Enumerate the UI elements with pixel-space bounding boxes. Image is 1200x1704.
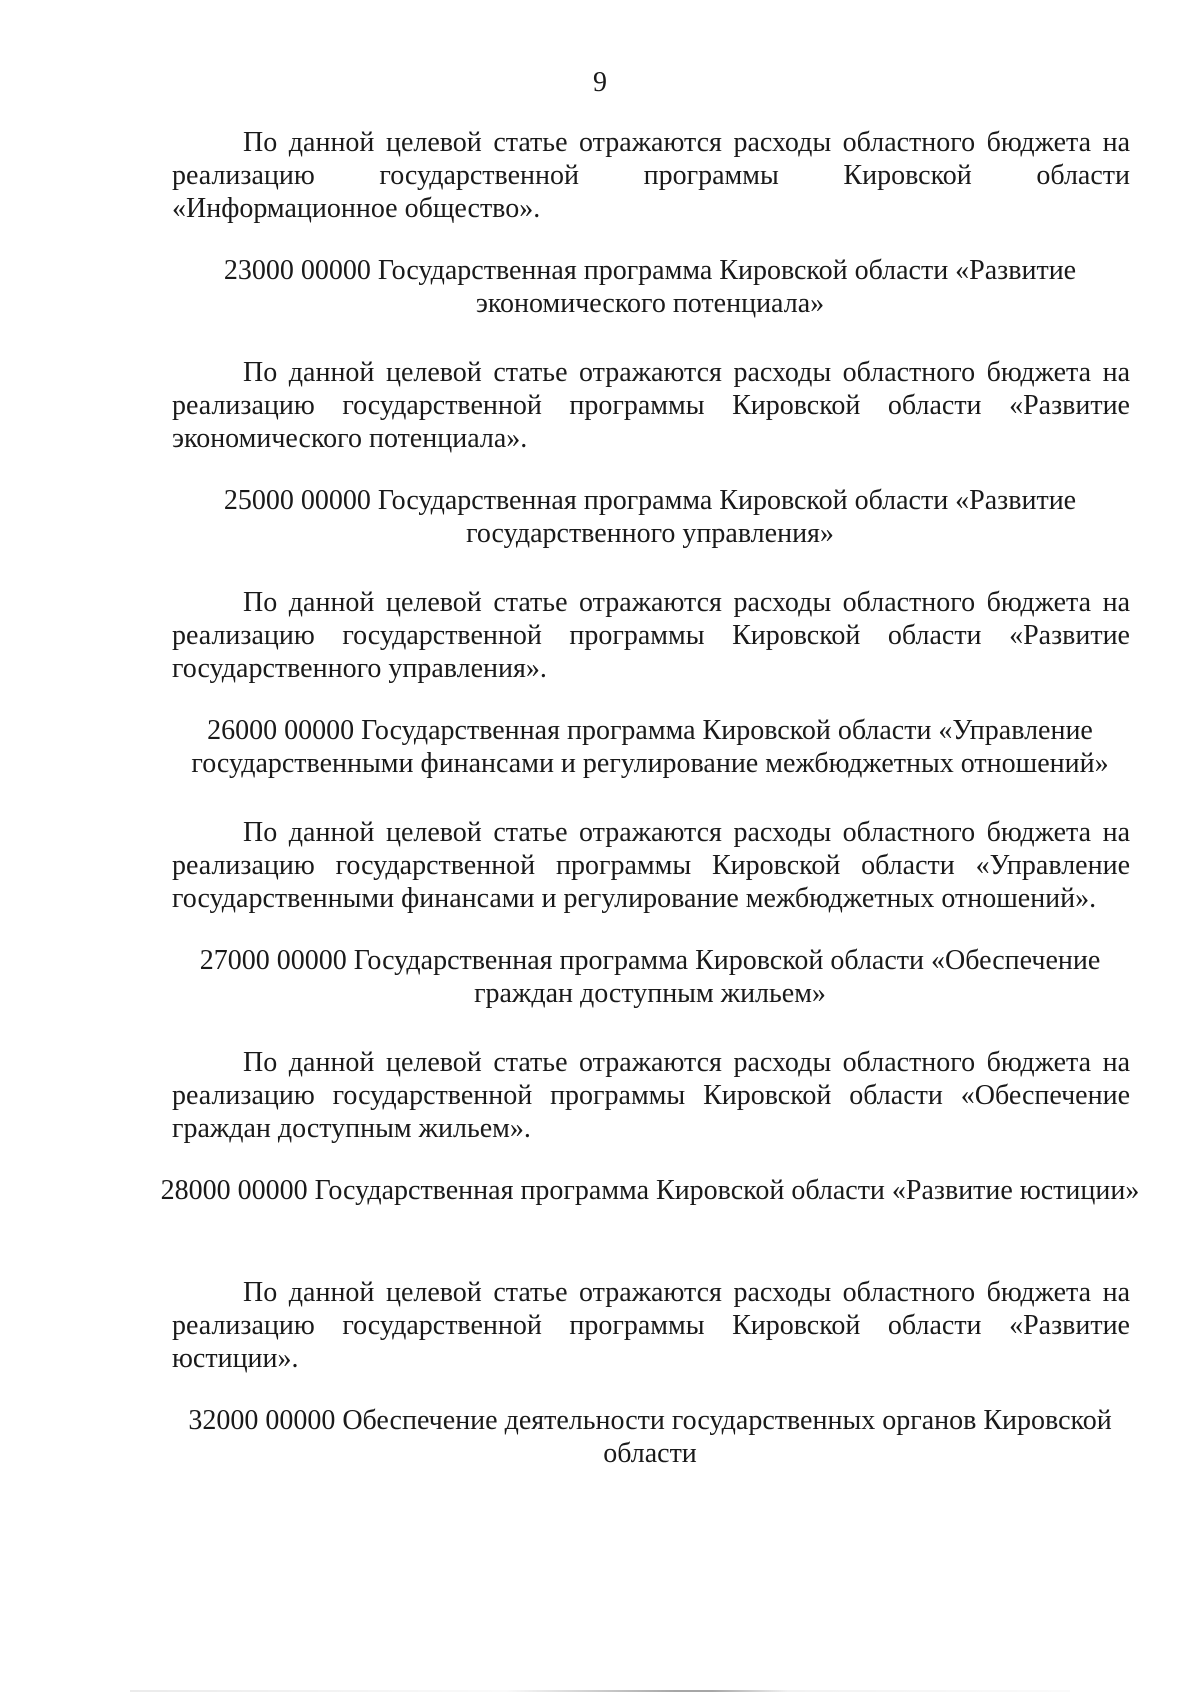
paragraph-economic-potential: По данной целевой статье отражаются расходы областного бюджета на реализацию государственной программы Кировской области «Развитие экономического потенциала».: [172, 357, 1130, 454]
paragraph-state-governance: По данной целевой статье отражаются расходы областного бюджета на реализацию государственной программы Кировской области «Развитие государственного управления».: [172, 587, 1130, 684]
heading-25000: 25000 00000 Государственная программа Кировской области «Развитие государственного управления»: [223, 485, 1077, 549]
paragraph-information-society: По данной целевой статье отражаются расходы областного бюджета на реализацию государственной программы Кировской области «Информационное общество».: [172, 127, 1130, 224]
paragraph-public-finance: По данной целевой статье отражаются расходы областного бюджета на реализацию государственной программы Кировской области «Управление государственными финансами и регулирование межбюджетных отношений».: [172, 817, 1130, 914]
heading-28000: 28000 00000 Государственная программа Кировской области «Развитие юстиции»: [160, 1175, 1140, 1206]
paragraph-affordable-housing: По данной целевой статье отражаются расходы областного бюджета на реализацию государственной программы Кировской области «Обеспечение граждан доступным жильем».: [172, 1047, 1130, 1144]
heading-26000: 26000 00000 Государственная программа Кировской области «Управление государственными финансами и регулирование межбюджетных отношений»: [191, 715, 1109, 779]
paragraph-justice: По данной целевой статье отражаются расходы областного бюджета на реализацию государственной программы Кировской области «Развитие юстиции».: [172, 1277, 1130, 1374]
heading-23000: 23000 00000 Государственная программа Кировской области «Развитие экономического потенциала»: [223, 255, 1077, 319]
heading-27000: 27000 00000 Государственная программа Кировской области «Обеспечение граждан доступным жильем»: [199, 945, 1101, 1009]
heading-32000: 32000 00000 Обеспечение деятельности государственных органов Кировской области: [188, 1405, 1112, 1469]
scan-artifact-line: [130, 1690, 1070, 1692]
page-number: 9: [593, 67, 607, 98]
